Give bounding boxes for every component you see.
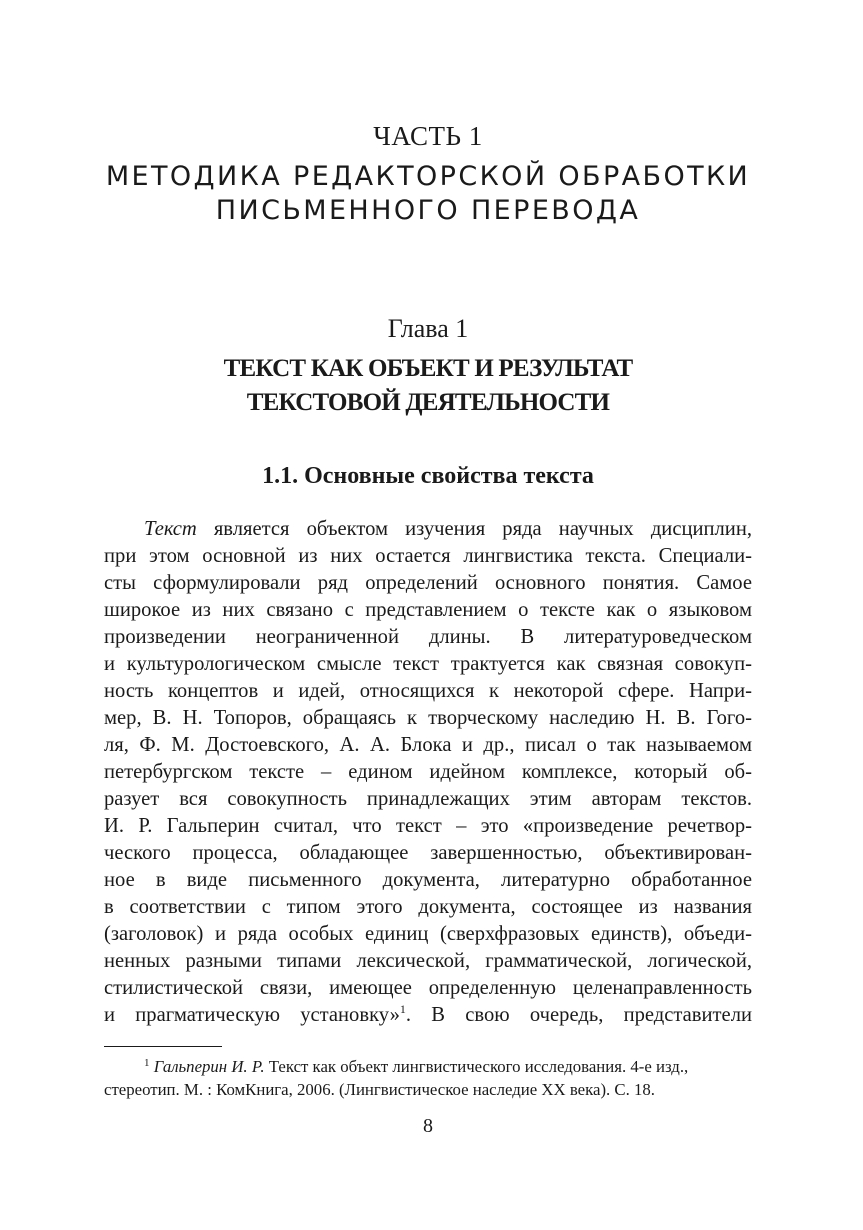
chapter-title-line: ТЕКСТОВОЙ ДЕЯТЕЛЬНОСТИ — [246, 389, 610, 416]
body-line: сты сформулировали ряд определений основного понятия. Самое — [104, 572, 752, 594]
term-emphasis: Текст — [144, 518, 197, 540]
part-label: ЧАСТЬ 1 — [373, 121, 483, 151]
book-page — [104, 0, 752, 1230]
body-line: ческого процесса, обладающее завершенностью, объективирован- — [104, 842, 752, 864]
body-line: петербургском тексте – едином идейном комплексе, который об- — [104, 761, 752, 783]
chapter-label: Глава 1 — [387, 314, 469, 343]
body-line: мер, В. Н. Топоров, обращаясь к творческому наследию Н. В. Гого- — [104, 707, 752, 729]
body-line: стилистической связи, имеющее определенную целенаправленность — [104, 977, 752, 999]
chapter-title-line: ТЕКСТ КАК ОБЪЕКТ И РЕЗУЛЬТАТ — [223, 355, 633, 382]
footnote-reference[interactable]: 1 — [399, 1002, 406, 1016]
body-line: И. Р. Гальперин считал, что текст – это «произведение речетвор- — [104, 815, 752, 837]
footnote-line: стереотип. М. : КомКнига, 2006. (Лингвистическое наследие XX века). С. 18. — [104, 1080, 655, 1099]
footnote-marker: 1 — [144, 1057, 150, 1069]
footnote-separator — [104, 1046, 222, 1047]
page-number: 8 — [423, 1115, 433, 1137]
body-line: широкое из них связано с представлением о тексте как о языковом — [104, 599, 752, 621]
body-line: в соответствии с типом этого документа, состоящее из названия — [104, 896, 752, 918]
part-title-line: МЕТОДИКА РЕДАКТОРСКОЙ ОБРАБОТКИ — [105, 161, 751, 192]
part-title-line: ПИСЬМЕННОГО ПЕРЕВОДА — [215, 195, 641, 226]
footnote-author: Гальперин И. Р. — [153, 1057, 265, 1076]
body-line: и прагматическую установку»$^1$. В свою очередь, представители — [104, 1002, 752, 1026]
body-line: при этом основной из них остается лингвистика текста. Специали- — [104, 545, 752, 567]
body-line: (заголовок) и ряда особых единиц (сверхфразовых единств), объеди- — [104, 923, 752, 945]
body-line: разует вся совокупность принадлежащих этим авторам текстов. — [104, 788, 752, 810]
body-line: ля, Ф. М. Достоевского, А. А. Блока и др., писал о так называемом — [104, 734, 752, 756]
part-title — [84, 160, 772, 228]
section-title: 1.1. Основные свойства текста — [262, 463, 594, 489]
body-line: ность концептов и идей, относящихся к некоторой сфере. Напри- — [104, 680, 752, 702]
body-line: Текст является объектом изучения ряда научных дисциплин, — [144, 518, 752, 540]
body-line: ненных разными типами лексической, грамматической, логической, — [104, 950, 752, 972]
footnote-line: $^1$ Гальперин И. Р. Текст как объект лингвистического исследования. 4-е изд., — [144, 1057, 689, 1076]
body-line: и культурологическом смысле текст трактуется как связная совокуп- — [104, 653, 752, 675]
body-line: ное в виде письменного документа, литературно обработанное — [104, 869, 752, 891]
body-line: произведении неограниченной длины. В литературоведческом — [104, 626, 752, 648]
chapter-title — [104, 352, 752, 420]
